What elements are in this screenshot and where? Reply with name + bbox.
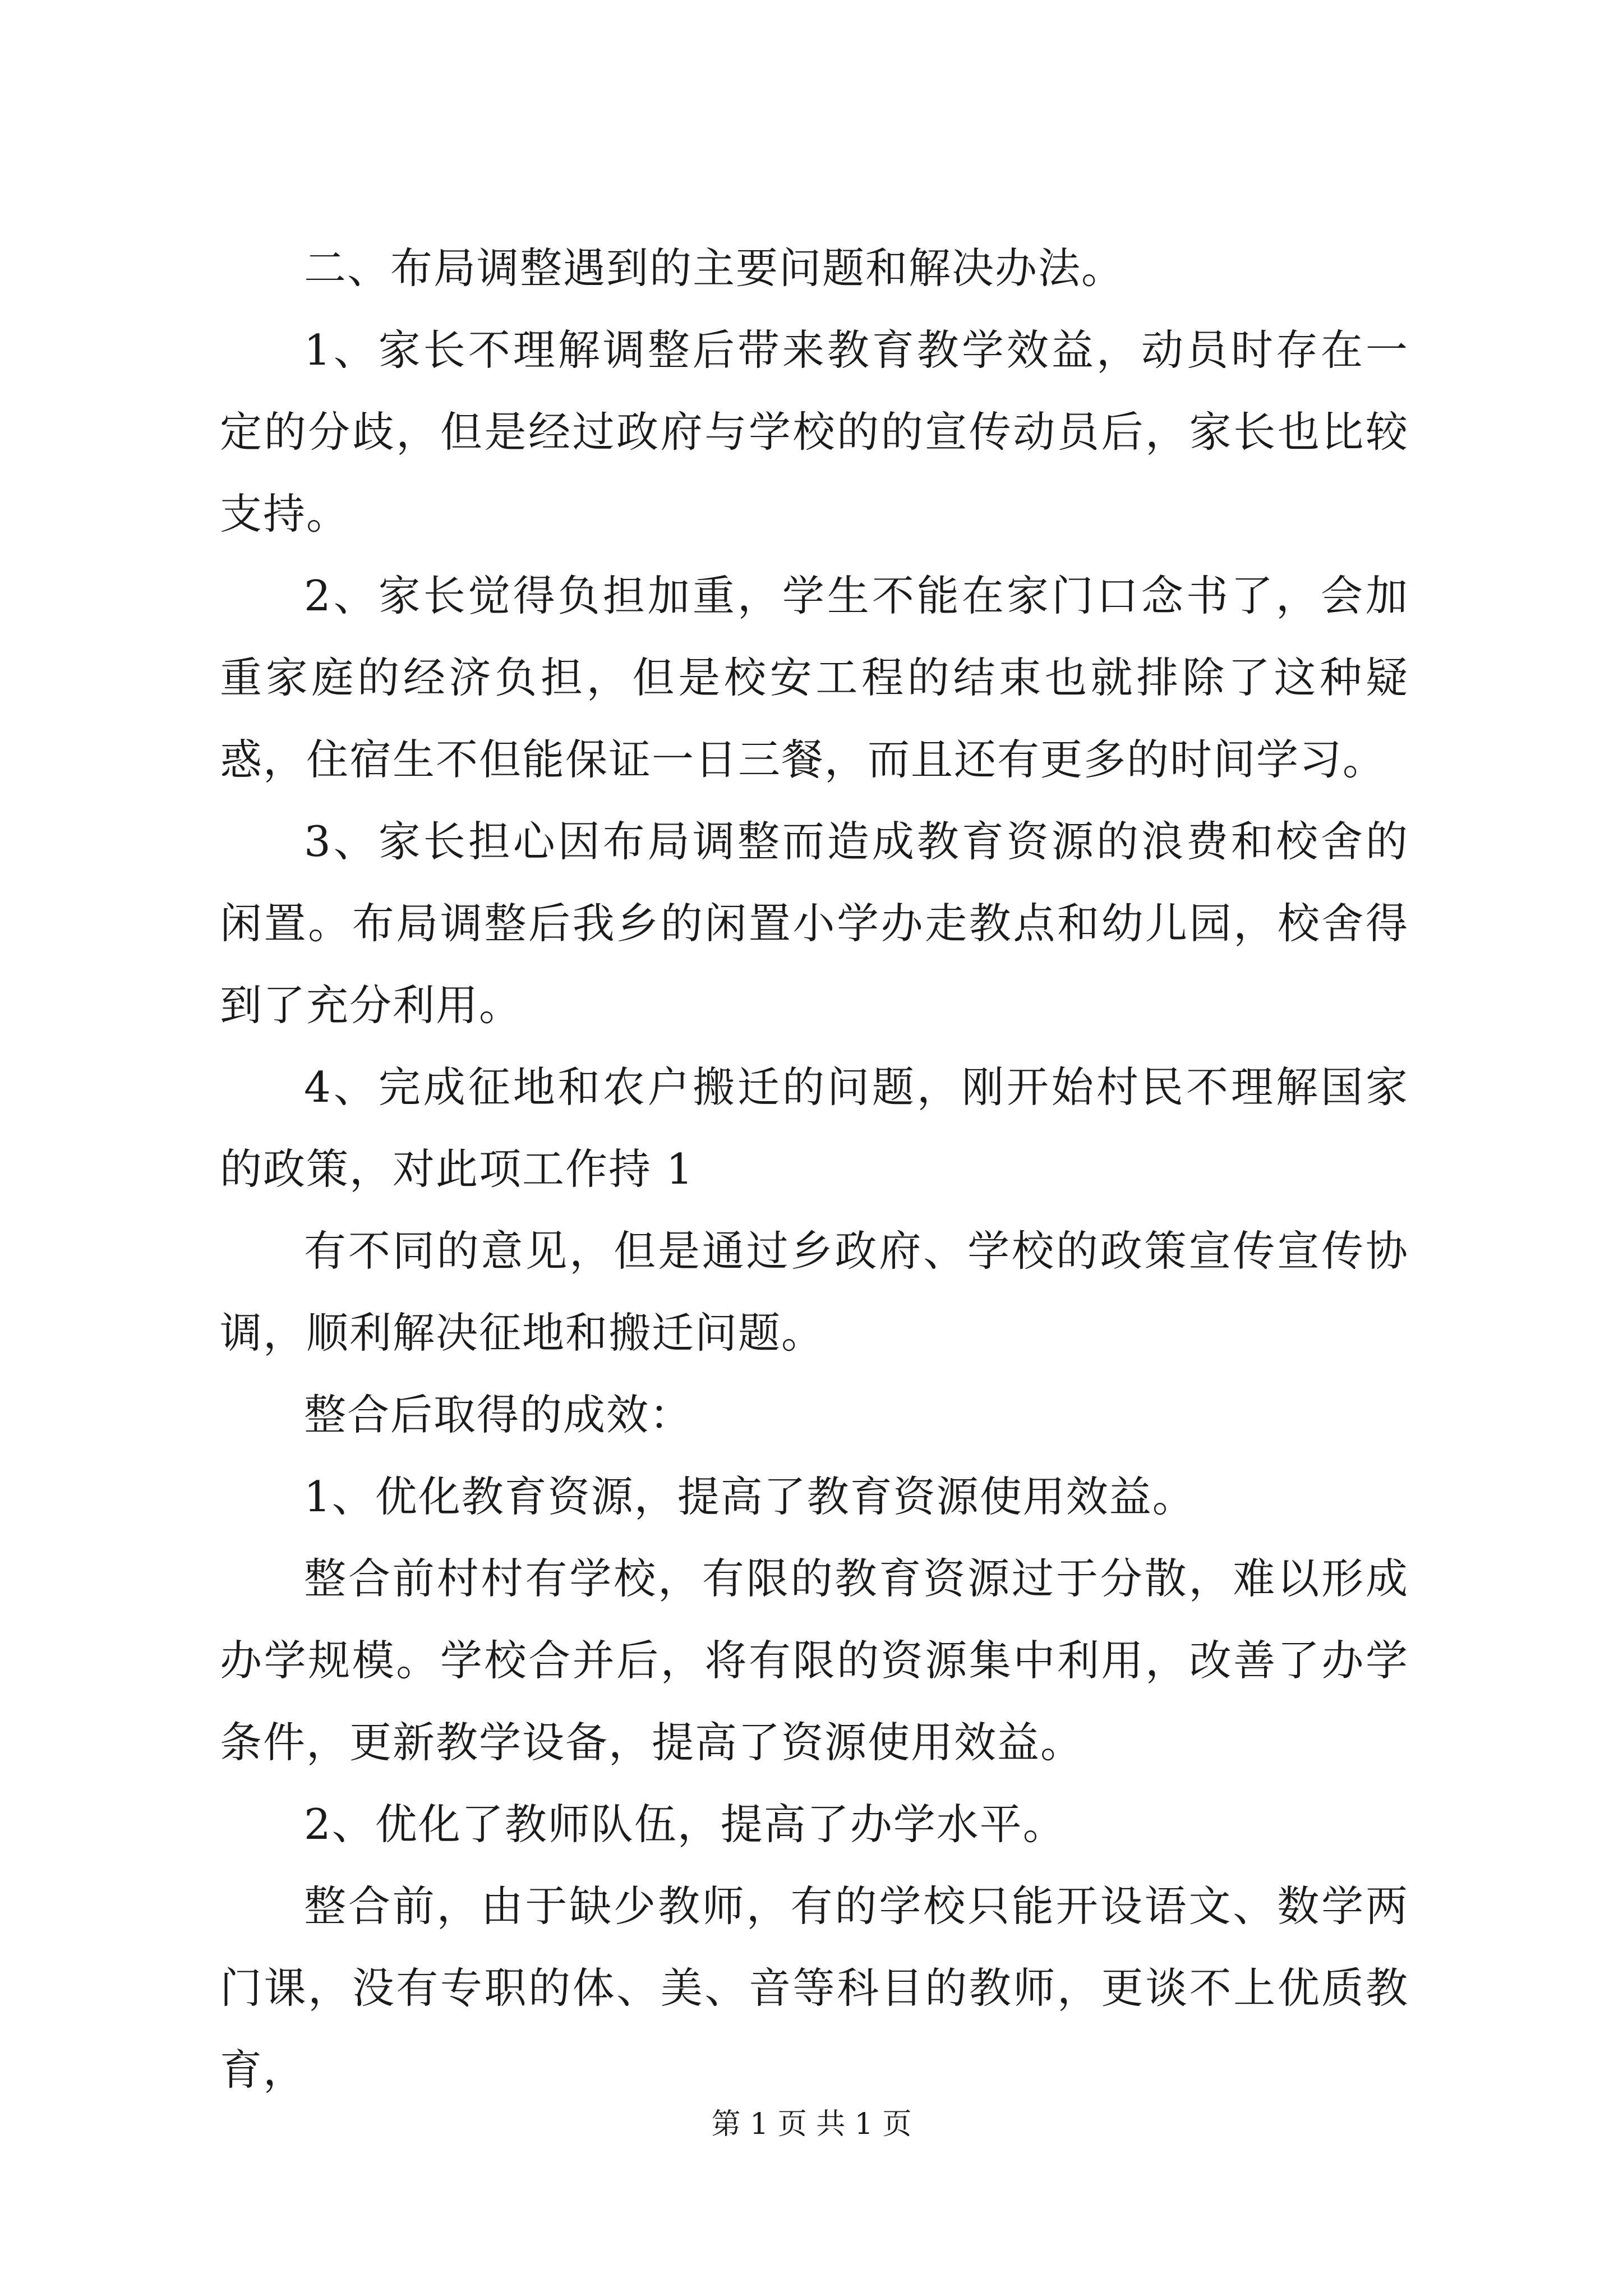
- paragraph: 整合前村村有学校，有限的教育资源过于分散，难以形成办学规模。学校合并后，将有限的资源集中利用，改善了办学条件，更新教学设备，提高了资源使用效益。: [220, 1554, 1409, 1767]
- paragraph: 4、完成征地和农户搬迁的问题，刚开始村民不理解国家的政策，对此项工作持 1: [220, 1062, 1409, 1194]
- paragraph: 有不同的意见，但是通过乡政府、学校的政策宣传宣传协调，顺利解决征地和搬迁问题。: [220, 1226, 1409, 1358]
- paragraph: 二、布局调整遇到的主要问题和解决办法。: [304, 243, 1125, 293]
- paragraph: 1、家长不理解调整后带来教育教学效益，动员时存在一定的分歧，但是经过政府与学校的的宣传动员后，家长也比较支持。: [220, 325, 1409, 539]
- paragraph: 1、优化教育资源，提高了教育资源使用效益。: [304, 1472, 1196, 1521]
- page-footer: 第 1 页 共 1 页: [711, 2108, 912, 2141]
- document-body: [220, 227, 1409, 2111]
- paragraph: 3、家长担心因布局调整而造成教育资源的浪费和校舍的闲置。布局调整后我乡的闲置小学办走教点和幼儿园，校舍得到了充分利用。: [220, 817, 1409, 1030]
- paragraph: 整合后取得的成效：: [304, 1390, 693, 1439]
- paragraph: 2、家长觉得负担加重，学生不能在家门口念书了，会加重家庭的经济负担，但是校安工程的结束也就排除了这种疑惑，住宿生不但能保证一日三餐，而且还有更多的时间学习。: [220, 571, 1409, 784]
- paragraph: 2、优化了教师队伍，提高了办学水平。: [304, 1800, 1066, 1849]
- paragraph: 整合前，由于缺少教师，有的学校只能开设语文、数学两门课，没有专职的体、美、音等科目的教师，更谈不上优质教育，: [220, 1881, 1409, 2095]
